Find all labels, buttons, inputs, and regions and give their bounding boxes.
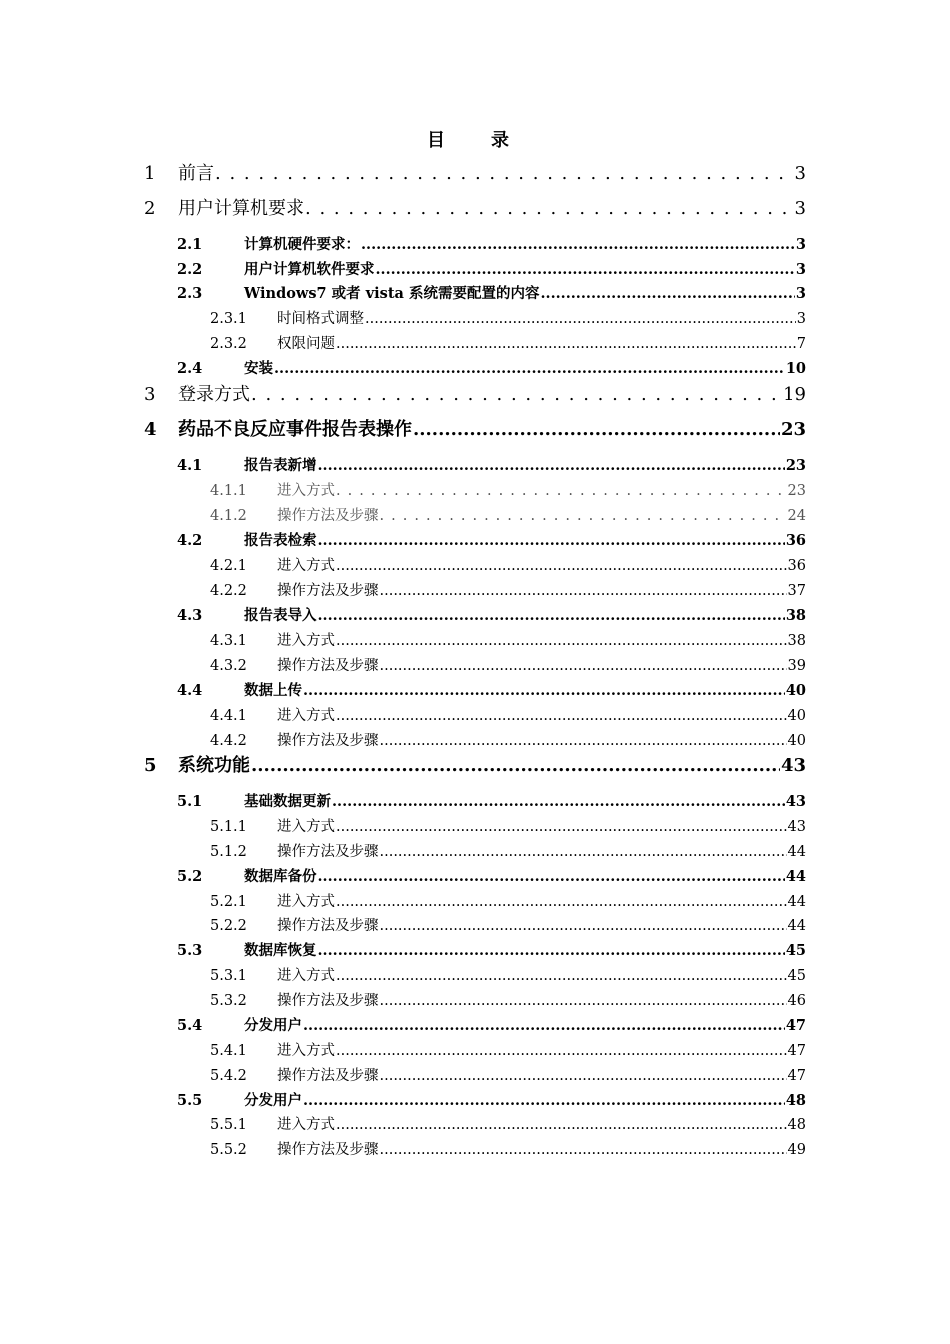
toc-number: 5.4.2: [210, 1068, 247, 1084]
toc-label: 权限问题: [277, 336, 335, 352]
toc-label: 操作方法及步骤: [277, 508, 379, 524]
dot-leader: [332, 791, 785, 813]
toc-number: 5.2.1: [210, 894, 247, 910]
toc-page-number: 3: [796, 311, 806, 327]
toc-page-number: 23: [787, 483, 806, 499]
toc-page-number: 37: [787, 583, 806, 599]
toc-entry[interactable]: [177, 455, 806, 477]
toc-entry[interactable]: [210, 333, 806, 355]
toc-label: 进入方式: [277, 1117, 335, 1133]
toc-label: 进入方式: [277, 1043, 335, 1059]
toc-label: 进入方式: [277, 708, 335, 724]
toc-page-number: 23: [785, 457, 806, 474]
dot-leader: [336, 705, 787, 727]
toc-entry[interactable]: [177, 1015, 806, 1037]
toc-label: 操作方法及步骤: [277, 1142, 379, 1158]
toc-number: 5.2.2: [210, 918, 247, 934]
toc-page-number: 47: [787, 1043, 806, 1059]
dot-leader: [336, 630, 787, 652]
dot-leader: [274, 358, 785, 380]
dot-leader: [318, 530, 785, 552]
toc-entry[interactable]: [210, 555, 806, 577]
toc-page-number: 49: [787, 1142, 806, 1158]
dot-leader: [336, 965, 787, 987]
dot-leader: [251, 384, 782, 406]
toc-entry[interactable]: [177, 283, 806, 305]
toc-page-number: 44: [787, 844, 806, 860]
toc-entry[interactable]: [210, 655, 806, 677]
toc-entry[interactable]: [177, 234, 806, 256]
toc-page-number: 3: [794, 163, 806, 184]
toc-number: 4.3: [177, 607, 203, 624]
toc-page-number: 40: [785, 682, 806, 699]
dot-leader: [413, 419, 780, 441]
toc-number: 5.3.1: [210, 968, 247, 984]
toc-label: 用户计算机软件要求: [244, 261, 375, 278]
toc-entry[interactable]: [210, 1114, 806, 1136]
toc-entry[interactable]: [210, 1040, 806, 1062]
toc-page-number: 3: [794, 198, 806, 219]
dot-leader: [336, 480, 787, 502]
dot-leader: [318, 866, 785, 888]
toc-page-number: 43: [785, 793, 806, 810]
toc-number: 4.2.2: [210, 583, 247, 599]
toc-label: 分发用户: [244, 1092, 302, 1109]
toc-label: 进入方式: [277, 633, 335, 649]
toc-entry[interactable]: [144, 755, 806, 777]
toc-label: 用户计算机要求: [178, 198, 304, 219]
toc-entry[interactable]: [144, 419, 806, 441]
dot-leader: [380, 505, 787, 527]
toc-entry[interactable]: [210, 705, 806, 727]
toc-number: 5.1: [177, 793, 203, 810]
toc-entry[interactable]: [210, 1065, 806, 1087]
toc-entry[interactable]: [177, 605, 806, 627]
toc-number: 2.2: [177, 261, 203, 278]
toc-number: 4.2: [177, 532, 203, 549]
toc-number: 5.5.1: [210, 1117, 247, 1133]
toc-label: 操作方法及步骤: [277, 844, 379, 860]
toc-page-number: 43: [780, 755, 806, 776]
dot-leader: [305, 198, 794, 220]
toc-entry[interactable]: [177, 358, 806, 380]
toc-page-number: 23: [780, 419, 806, 440]
toc-page-number: 3: [795, 261, 806, 278]
toc-label: 数据库备份: [244, 868, 317, 885]
toc-entry[interactable]: [210, 841, 806, 863]
toc-label: 计算机硬件要求：: [244, 236, 360, 253]
toc-page-number: 48: [785, 1092, 806, 1109]
dot-leader: [336, 1114, 787, 1136]
toc-label: 前言: [178, 163, 214, 184]
toc-entry[interactable]: [210, 630, 806, 652]
toc-label: 药品不良反应事件报告表操作: [178, 419, 412, 440]
toc-number: 4: [144, 419, 157, 440]
toc-entry[interactable]: [210, 1139, 806, 1161]
toc-label: 时间格式调整: [277, 311, 364, 327]
toc-number: 4.3.2: [210, 658, 247, 674]
toc-entry[interactable]: [210, 891, 806, 913]
toc-number: 4.4.1: [210, 708, 247, 724]
toc-page-number: 19: [783, 384, 806, 405]
toc-entry[interactable]: [177, 259, 806, 281]
toc-page-number: 3: [795, 236, 806, 253]
dot-leader: [336, 891, 787, 913]
dot-leader: [336, 555, 787, 577]
toc-page-number: 45: [787, 968, 806, 984]
toc-page-number: 36: [785, 532, 806, 549]
toc-entry[interactable]: [210, 480, 806, 502]
toc-label: 进入方式: [277, 968, 335, 984]
dot-leader: [380, 915, 787, 937]
toc-number: 5.4: [177, 1017, 203, 1034]
toc-number: 5.5: [177, 1092, 203, 1109]
toc-number: 4.1: [177, 457, 203, 474]
toc-entry[interactable]: [144, 198, 806, 220]
toc-title: 目 录: [427, 130, 523, 151]
dot-leader: [303, 1090, 785, 1112]
toc-label: 进入方式: [277, 558, 335, 574]
toc-label: 登录方式: [178, 384, 250, 405]
dot-leader: [318, 455, 785, 477]
toc-number: 5.5.2: [210, 1142, 247, 1158]
dot-leader: [380, 580, 787, 602]
dot-leader: [540, 283, 794, 305]
toc-page-number: 45: [785, 942, 806, 959]
toc-page-number: 7: [796, 336, 806, 352]
toc-number: 5.1.2: [210, 844, 247, 860]
toc-page-number: 10: [785, 360, 806, 377]
dot-leader: [251, 755, 780, 777]
toc-page-number: 40: [787, 733, 806, 749]
toc-number: 2.1: [177, 236, 203, 253]
dot-leader: [380, 1139, 787, 1161]
toc-page-number: 38: [787, 633, 806, 649]
toc-label: 报告表新增: [244, 457, 317, 474]
toc-label: 操作方法及步骤: [277, 583, 379, 599]
toc-entry[interactable]: [177, 680, 806, 702]
dot-leader: [380, 1065, 787, 1087]
toc-page-number: 48: [787, 1117, 806, 1133]
toc-number: 5.3: [177, 942, 203, 959]
toc-page-number: 38: [785, 607, 806, 624]
toc-page-number: 40: [787, 708, 806, 724]
toc-number: 4.4.2: [210, 733, 247, 749]
toc-number: 2.3: [177, 285, 203, 302]
dot-leader: [336, 333, 796, 355]
dot-leader: [336, 816, 787, 838]
toc-label: 报告表检索: [244, 532, 317, 549]
toc-page-number: 47: [787, 1068, 806, 1084]
toc-entry[interactable]: [177, 940, 806, 962]
dot-leader: [361, 234, 795, 256]
dot-leader: [215, 163, 794, 185]
toc-page-number: 39: [787, 658, 806, 674]
toc-entry[interactable]: [210, 505, 806, 527]
toc-entry[interactable]: [144, 163, 806, 185]
toc-label: 操作方法及步骤: [277, 733, 379, 749]
toc-number: 5.3.2: [210, 993, 247, 1009]
toc-number: 1: [144, 163, 156, 184]
toc-page-number: 43: [787, 819, 806, 835]
toc-label: 进入方式: [277, 894, 335, 910]
toc-page-number: 36: [787, 558, 806, 574]
toc-entry[interactable]: [210, 308, 806, 330]
toc-entry[interactable]: [210, 816, 806, 838]
toc-label: 系统功能: [178, 755, 250, 776]
toc-label: 进入方式: [277, 819, 335, 835]
toc-label: 报告表导入: [244, 607, 317, 624]
toc-number: 5: [144, 755, 157, 776]
toc-number: 5.1.1: [210, 819, 247, 835]
toc-label: 分发用户: [244, 1017, 302, 1034]
toc-number: 4.3.1: [210, 633, 247, 649]
toc-page-number: 44: [787, 918, 806, 934]
toc-number: 4.4: [177, 682, 203, 699]
toc-page-number: 3: [795, 285, 806, 302]
toc-label: 数据上传: [244, 682, 302, 699]
toc-entry[interactable]: [210, 730, 806, 752]
toc-label: 基础数据更新: [244, 793, 331, 810]
toc-entry[interactable]: [210, 965, 806, 987]
toc-entry[interactable]: [177, 791, 806, 813]
toc-label: 操作方法及步骤: [277, 1068, 379, 1084]
toc-number: 2: [144, 198, 156, 219]
toc-entry[interactable]: [177, 530, 806, 552]
toc-label: 操作方法及步骤: [277, 993, 379, 1009]
dot-leader: [303, 1015, 785, 1037]
toc-label: 操作方法及步骤: [277, 658, 379, 674]
toc-number: 4.1.1: [210, 483, 247, 499]
toc-number: 5.4.1: [210, 1043, 247, 1059]
toc-page-number: 24: [787, 508, 806, 524]
toc-number: 2.4: [177, 360, 203, 377]
dot-leader: [318, 605, 785, 627]
dot-leader: [380, 990, 787, 1012]
toc-page-number: 47: [785, 1017, 806, 1034]
toc-label: 安装: [244, 360, 273, 377]
toc-number: 4.2.1: [210, 558, 247, 574]
toc-entry[interactable]: [210, 915, 806, 937]
dot-leader: [380, 730, 787, 752]
toc-page-number: 44: [787, 894, 806, 910]
toc-label: Windows7 或者 vista 系统需要配置的内容: [244, 285, 540, 302]
toc-number: 4.1.2: [210, 508, 247, 524]
toc-number: 3: [144, 384, 156, 405]
toc-entry[interactable]: [210, 580, 806, 602]
toc-entry[interactable]: [210, 990, 806, 1012]
toc-page-number: 46: [787, 993, 806, 1009]
toc-page-number: 44: [785, 868, 806, 885]
toc-number: 2.3.2: [210, 336, 247, 352]
toc-entry[interactable]: [144, 384, 806, 406]
toc-entry[interactable]: [177, 866, 806, 888]
dot-leader: [303, 680, 785, 702]
toc-number: 2.3.1: [210, 311, 247, 327]
dot-leader: [318, 940, 785, 962]
toc-entry[interactable]: [177, 1090, 806, 1112]
dot-leader: [365, 308, 796, 330]
toc-number: 5.2: [177, 868, 203, 885]
toc-label: 数据库恢复: [244, 942, 317, 959]
dot-leader: [376, 259, 795, 281]
toc-label: 操作方法及步骤: [277, 918, 379, 934]
toc-label: 进入方式: [277, 483, 335, 499]
dot-leader: [380, 841, 787, 863]
dot-leader: [380, 655, 787, 677]
dot-leader: [336, 1040, 787, 1062]
